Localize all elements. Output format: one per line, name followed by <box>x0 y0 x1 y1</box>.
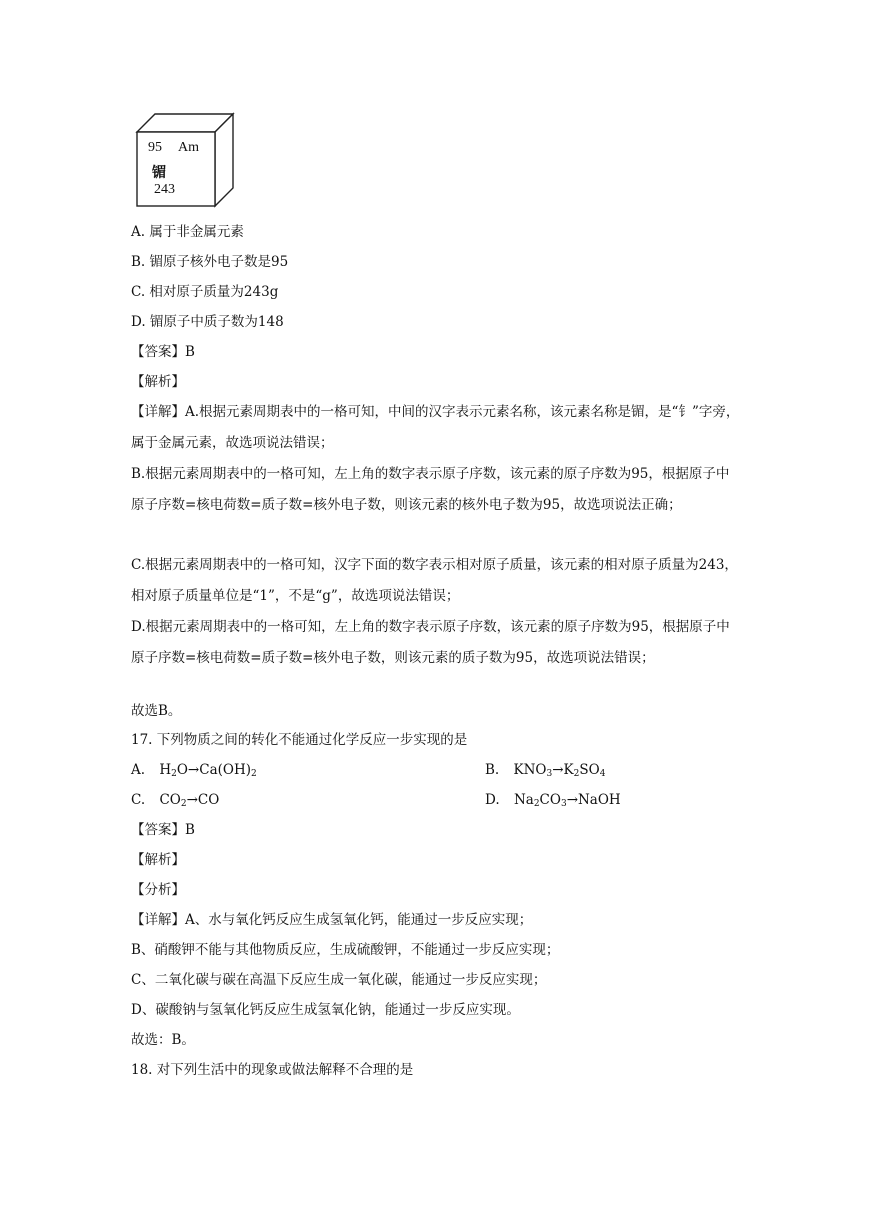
q17-fenxi-label: 【分析】 <box>131 882 185 898</box>
q17-stem: 17. 下列物质之间的转化不能通过化学反应一步实现的是 <box>131 732 468 748</box>
q17-detail-c: C、二氧化碳与碳在高温下反应生成一氧化碳，能通过一步反应实现； <box>131 972 547 988</box>
q18-stem: 18. 对下列生活中的现象或做法解释不合理的是 <box>131 1062 414 1078</box>
q17-option-c-label: C. <box>131 792 146 808</box>
q16-detail-d: D.根据元素周期表中的一格可知，左上角的数字表示原子序数，该元素的原子序数为95，根据原子中原子序数=核电荷数=质子数=核外电子数，则该元素的质子数为95，故选项说法错误； <box>131 619 730 666</box>
element-symbol: Am <box>178 140 199 155</box>
q17-option-d-formula: $Na_2CO_3\to NaOH$ <box>513 792 621 809</box>
q17-detail-a: 【详解】A、水与氧化钙反应生成氢氧化钙，能通过一步反应实现； <box>131 912 533 928</box>
q17-option-c-formula: $CO_2\to CO$ <box>159 792 220 809</box>
q17-option-c <box>131 790 219 810</box>
q17-answer: 【答案】B <box>131 822 195 838</box>
element-name: 镅 <box>152 165 166 181</box>
q17-option-a-formula: $H_2O\to Ca(OH)_2$ <box>159 762 257 779</box>
q16-option-b: B. 镅原子核外电子数是95 <box>131 254 289 270</box>
q17-conclusion: 故选：B。 <box>131 1032 195 1048</box>
q17-option-d-label: D. <box>485 792 500 808</box>
q17-option-d <box>485 790 621 810</box>
q16-option-d: D. 镅原子中质子数为148 <box>131 314 284 330</box>
q16-answer: 【答案】B <box>131 344 195 360</box>
q16-conclusion: 故选B。 <box>131 703 182 719</box>
q17-option-a-label: A. <box>131 762 146 778</box>
element-number: 95 <box>148 140 162 155</box>
element-tile-box <box>135 112 235 208</box>
element-mass: 243 <box>154 182 175 197</box>
q17-detail-d: D、碳酸钠与氢氧化钙反应生成氢氧化钠，能通过一步反应实现。 <box>131 1002 520 1018</box>
q17-option-b-label: B. <box>485 762 500 778</box>
q16-detail-c: C.根据元素周期表中的一格可知，汉字下面的数字表示相对原子质量，该元素的相对原子质量为243，相对原子质量单位是“1”，不是“g”，故选项说法错误； <box>131 557 738 604</box>
element-tile <box>135 112 235 208</box>
q16-detail-a: 【详解】A.根据元素周期表中的一格可知，中间的汉字表示元素名称，该元素名称是镅，是“钅”字旁，属于金属元素，故选项说法错误； <box>131 404 740 451</box>
q16-option-a: A. 属于非金属元素 <box>131 224 244 240</box>
q17-option-a <box>131 760 257 780</box>
q16-detail-b: B.根据元素周期表中的一格可知，左上角的数字表示原子序数，该元素的原子序数为95，根据原子中原子序数=核电荷数=质子数=核外电子数，则该元素的核外电子数为95，故选项说法正确； <box>131 466 730 513</box>
q17-option-b <box>485 760 605 780</box>
q17-detail-b: B、硝酸钾不能与其他物质反应，生成硫酸钾，不能通过一步反应实现； <box>131 942 560 958</box>
q16-option-c: C. 相对原子质量为243g <box>131 284 279 300</box>
q17-analysis-label: 【解析】 <box>131 852 185 868</box>
q17-option-b-formula: $KNO_3\to K_2SO_4$ <box>513 762 606 779</box>
q16-analysis-label: 【解析】 <box>131 374 185 390</box>
